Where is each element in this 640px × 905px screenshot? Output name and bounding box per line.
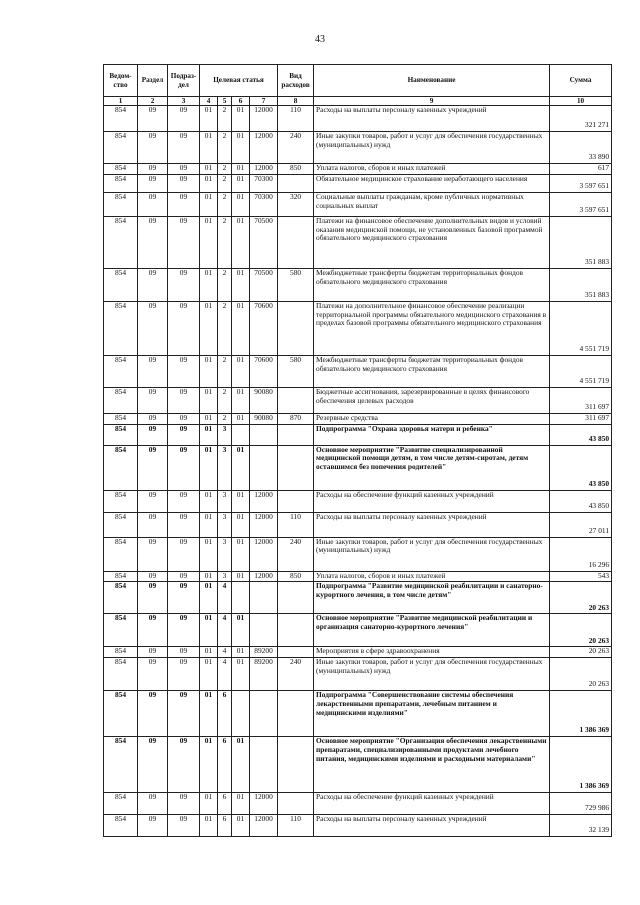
header-celevaya-statya: Целевая статья (200, 65, 278, 97)
sum-cell: 43 850 (550, 490, 612, 512)
sum-cell: 543 (550, 571, 612, 582)
cs-subprogram-cell: 4 (218, 582, 232, 614)
cs-direction-cell: 70300 (250, 192, 278, 216)
cs-direction-cell: 70500 (250, 216, 278, 268)
cs-program-cell: 01 (200, 571, 218, 582)
podrazdel-cell: 09 (168, 793, 200, 815)
table-row (104, 216, 612, 268)
sum-cell: 20 263 (550, 647, 612, 658)
cs-subprogram-cell: 2 (218, 413, 232, 424)
table-row (104, 571, 612, 582)
cs-direction-cell: 12000 (250, 512, 278, 537)
sum-cell: 351 883 (550, 268, 612, 301)
cs-program-cell: 01 (200, 174, 218, 192)
vid-cell (278, 301, 314, 355)
table-row (104, 424, 612, 445)
cs-direction-cell: 70300 (250, 174, 278, 192)
table-row (104, 387, 612, 413)
table-row (104, 268, 612, 301)
sum-cell: 1 386 369 (550, 691, 612, 737)
name-cell: Резервные средства (314, 413, 550, 424)
cs-program-cell: 01 (200, 268, 218, 301)
ved-cell: 854 (104, 164, 138, 175)
cs-event-cell: 01 (232, 164, 250, 175)
cs-direction-cell: 12000 (250, 571, 278, 582)
sum-cell: 3 597 651 (550, 192, 612, 216)
name-cell: Расходы на выплаты персоналу казенных учреждений (314, 106, 550, 132)
column-number: 7 (250, 97, 278, 106)
ved-cell: 854 (104, 647, 138, 658)
cs-subprogram-cell: 4 (218, 614, 232, 647)
razdel-cell: 09 (138, 216, 168, 268)
razdel-cell: 09 (138, 490, 168, 512)
podrazdel-cell: 09 (168, 268, 200, 301)
sum-cell: 32 139 (550, 815, 612, 837)
cs-subprogram-cell: 6 (218, 691, 232, 737)
cs-direction-cell: 70600 (250, 355, 278, 387)
razdel-cell: 09 (138, 132, 168, 164)
ved-cell: 854 (104, 387, 138, 413)
cs-subprogram-cell: 2 (218, 192, 232, 216)
cs-program-cell: 01 (200, 301, 218, 355)
table-row (104, 647, 612, 658)
name-cell: Расходы на обеспечение функций казенных учреждений (314, 793, 550, 815)
vid-cell: 240 (278, 537, 314, 571)
sum-cell: 33 890 (550, 132, 612, 164)
cs-program-cell: 01 (200, 192, 218, 216)
cs-program-cell: 01 (200, 355, 218, 387)
name-cell: Основное мероприятие "Организация обеспечения лекарственными препаратами, специализированными продуктами лечебного питания, медицинскими изделиями и расходными материалами" (314, 737, 550, 793)
cs-event-cell: 01 (232, 815, 250, 837)
table-row (104, 512, 612, 537)
sum-cell: 43 850 (550, 445, 612, 490)
sum-cell: 43 850 (550, 424, 612, 445)
cs-subprogram-cell: 3 (218, 571, 232, 582)
sum-cell: 4 551 719 (550, 355, 612, 387)
sum-cell: 27 011 (550, 512, 612, 537)
vid-cell (278, 424, 314, 445)
cs-program-cell: 01 (200, 132, 218, 164)
column-number: 3 (168, 97, 200, 106)
cs-subprogram-cell: 6 (218, 815, 232, 837)
ved-cell: 854 (104, 691, 138, 737)
cs-event-cell: 01 (232, 647, 250, 658)
name-cell: Межбюджетные трансферты бюджетам территориальных фондов обязательного медицинского страхования (314, 355, 550, 387)
table-row (104, 132, 612, 164)
header-razdel: Раздел (138, 65, 168, 97)
razdel-cell: 09 (138, 445, 168, 490)
vid-cell (278, 614, 314, 647)
cs-program-cell: 01 (200, 582, 218, 614)
cs-event-cell: 01 (232, 793, 250, 815)
podrazdel-cell: 09 (168, 424, 200, 445)
podrazdel-cell: 09 (168, 174, 200, 192)
table-row (104, 691, 612, 737)
podrazdel-cell: 09 (168, 691, 200, 737)
name-cell: Уплата налогов, сборов и иных платежей (314, 164, 550, 175)
header-vid-rashodov: Вид расходов (278, 65, 314, 97)
podrazdel-cell: 09 (168, 815, 200, 837)
razdel-cell: 09 (138, 815, 168, 837)
cs-subprogram-cell: 4 (218, 658, 232, 691)
table-row (104, 815, 612, 837)
ved-cell: 854 (104, 174, 138, 192)
cs-event-cell: 01 (232, 387, 250, 413)
table-row (104, 106, 612, 132)
cs-direction-cell: 70500 (250, 268, 278, 301)
column-number: 2 (138, 97, 168, 106)
vid-cell: 240 (278, 658, 314, 691)
cs-program-cell: 01 (200, 691, 218, 737)
ved-cell: 854 (104, 582, 138, 614)
page-number: 43 (315, 34, 325, 45)
name-cell: Подпрограмма "Охрана здоровья матери и ребенка" (314, 424, 550, 445)
cs-direction-cell: 89200 (250, 658, 278, 691)
table-row (104, 614, 612, 647)
ved-cell: 854 (104, 268, 138, 301)
header-naimenovanie: Наименование (314, 65, 550, 97)
name-cell: Расходы на обеспечение функций казенных учреждений (314, 490, 550, 512)
cs-event-cell (232, 691, 250, 737)
cs-event-cell: 01 (232, 355, 250, 387)
vid-cell (278, 490, 314, 512)
razdel-cell: 09 (138, 387, 168, 413)
vid-cell: 580 (278, 355, 314, 387)
budget-table (103, 64, 612, 837)
razdel-cell: 09 (138, 355, 168, 387)
cs-subprogram-cell: 3 (218, 424, 232, 445)
cs-subprogram-cell: 2 (218, 106, 232, 132)
sum-cell: 1 386 369 (550, 737, 612, 793)
cs-subprogram-cell: 2 (218, 174, 232, 192)
sum-cell: 20 263 (550, 658, 612, 691)
vid-cell (278, 647, 314, 658)
ved-cell: 854 (104, 106, 138, 132)
podrazdel-cell: 09 (168, 737, 200, 793)
name-cell: Основное мероприятие "Развитие медицинской реабилитации и организация санаторно-курортного лечения" (314, 614, 550, 647)
cs-event-cell: 01 (232, 490, 250, 512)
cs-program-cell: 01 (200, 647, 218, 658)
podrazdel-cell: 09 (168, 445, 200, 490)
table-row (104, 355, 612, 387)
cs-direction-cell: 12000 (250, 793, 278, 815)
podrazdel-cell: 09 (168, 614, 200, 647)
cs-subprogram-cell: 3 (218, 490, 232, 512)
cs-program-cell: 01 (200, 512, 218, 537)
podrazdel-cell: 09 (168, 387, 200, 413)
cs-direction-cell (250, 737, 278, 793)
name-cell: Уплата налогов, сборов и иных платежей (314, 571, 550, 582)
vid-cell (278, 445, 314, 490)
razdel-cell: 09 (138, 737, 168, 793)
header-vedomstvo: Ведом-ство (104, 65, 138, 97)
vid-cell (278, 582, 314, 614)
name-cell: Социальные выплаты гражданам, кроме публичных нормативных социальных выплат (314, 192, 550, 216)
vid-cell: 850 (278, 571, 314, 582)
razdel-cell: 09 (138, 106, 168, 132)
ved-cell: 854 (104, 537, 138, 571)
razdel-cell: 09 (138, 301, 168, 355)
razdel-cell: 09 (138, 413, 168, 424)
cs-subprogram-cell: 3 (218, 445, 232, 490)
cs-subprogram-cell: 2 (218, 268, 232, 301)
cs-subprogram-cell: 3 (218, 537, 232, 571)
podrazdel-cell: 09 (168, 658, 200, 691)
vid-cell: 110 (278, 106, 314, 132)
ved-cell: 854 (104, 192, 138, 216)
name-cell: Основное мероприятие "Развитие специализированной медицинской помощи детям, в том числе детям-сиротам, детям оставшимся без попечения родителей" (314, 445, 550, 490)
cs-subprogram-cell: 6 (218, 737, 232, 793)
razdel-cell: 09 (138, 571, 168, 582)
cs-event-cell: 01 (232, 106, 250, 132)
cs-subprogram-cell: 2 (218, 132, 232, 164)
table-row (104, 192, 612, 216)
ved-cell: 854 (104, 614, 138, 647)
ved-cell: 854 (104, 355, 138, 387)
name-cell: Бюджетные ассигнования, зарезервированные в целях финансового обеспечения целевых расходов (314, 387, 550, 413)
name-cell: Подпрограмма "Совершенствование системы обеспечения лекарственными препаратами, лечебным питанием и медицинскими изделиями" (314, 691, 550, 737)
column-number: 4 (200, 97, 218, 106)
cs-program-cell: 01 (200, 164, 218, 175)
cs-program-cell: 01 (200, 216, 218, 268)
vid-cell (278, 737, 314, 793)
ved-cell: 854 (104, 424, 138, 445)
cs-program-cell: 01 (200, 793, 218, 815)
vid-cell: 240 (278, 132, 314, 164)
podrazdel-cell: 09 (168, 490, 200, 512)
cs-event-cell: 01 (232, 192, 250, 216)
cs-direction-cell (250, 445, 278, 490)
sum-cell: 3 597 651 (550, 174, 612, 192)
cs-direction-cell: 12000 (250, 815, 278, 837)
cs-direction-cell: 70600 (250, 301, 278, 355)
razdel-cell: 09 (138, 268, 168, 301)
name-cell: Иные закупки товаров, работ и услуг для обеспечения государственных (муниципальных) нужд (314, 537, 550, 571)
table-row (104, 413, 612, 424)
header-podrazdel: Подраз-дел (168, 65, 200, 97)
vid-cell (278, 793, 314, 815)
sum-cell: 729 986 (550, 793, 612, 815)
podrazdel-cell: 09 (168, 192, 200, 216)
table-row (104, 174, 612, 192)
razdel-cell: 09 (138, 658, 168, 691)
table-row (104, 537, 612, 571)
cs-direction-cell: 89200 (250, 647, 278, 658)
table-row (104, 582, 612, 614)
column-number: 9 (314, 97, 550, 106)
ved-cell: 854 (104, 490, 138, 512)
column-number: 6 (232, 97, 250, 106)
vid-cell (278, 691, 314, 737)
vid-cell: 110 (278, 815, 314, 837)
cs-direction-cell (250, 424, 278, 445)
cs-program-cell: 01 (200, 445, 218, 490)
cs-event-cell: 01 (232, 737, 250, 793)
cs-event-cell: 01 (232, 301, 250, 355)
column-number: 8 (278, 97, 314, 106)
ved-cell: 854 (104, 658, 138, 691)
cs-event-cell (232, 424, 250, 445)
cs-program-cell: 01 (200, 424, 218, 445)
sum-cell: 16 296 (550, 537, 612, 571)
ved-cell: 854 (104, 413, 138, 424)
razdel-cell: 09 (138, 174, 168, 192)
ved-cell: 854 (104, 216, 138, 268)
cs-program-cell: 01 (200, 490, 218, 512)
vid-cell: 870 (278, 413, 314, 424)
cs-event-cell: 01 (232, 658, 250, 691)
cs-program-cell: 01 (200, 614, 218, 647)
table-row (104, 445, 612, 490)
vid-cell (278, 216, 314, 268)
name-cell: Подпрограмма "Развитие медицинской реабилитации и санаторно-курортного лечения, в том числе детям" (314, 582, 550, 614)
ved-cell: 854 (104, 132, 138, 164)
podrazdel-cell: 09 (168, 647, 200, 658)
ved-cell: 854 (104, 512, 138, 537)
cs-event-cell: 01 (232, 614, 250, 647)
column-number: 5 (218, 97, 232, 106)
cs-direction-cell: 12000 (250, 490, 278, 512)
cs-event-cell: 01 (232, 571, 250, 582)
cs-program-cell: 01 (200, 413, 218, 424)
cs-program-cell: 01 (200, 658, 218, 691)
name-cell: Расходы на выплаты персоналу казенных учреждений (314, 815, 550, 837)
razdel-cell: 09 (138, 424, 168, 445)
ved-cell: 854 (104, 815, 138, 837)
cs-event-cell: 01 (232, 132, 250, 164)
podrazdel-cell: 09 (168, 132, 200, 164)
table-row (104, 490, 612, 512)
podrazdel-cell: 09 (168, 164, 200, 175)
cs-subprogram-cell: 2 (218, 164, 232, 175)
cs-event-cell: 01 (232, 216, 250, 268)
cs-event-cell: 01 (232, 174, 250, 192)
name-cell: Иные закупки товаров, работ и услуг для обеспечения государственных (муниципальных) нужд (314, 658, 550, 691)
column-number: 10 (550, 97, 612, 106)
name-cell: Мероприятия в сфере здравоохранения (314, 647, 550, 658)
cs-subprogram-cell: 2 (218, 301, 232, 355)
cs-direction-cell: 90080 (250, 413, 278, 424)
podrazdel-cell: 09 (168, 216, 200, 268)
sum-cell: 20 263 (550, 582, 612, 614)
name-cell: Платежи на дополнительное финансовое обеспечение реализации территориальной программы обязательного медицинского страхования в пределах базовой программы обязательного медицинского страхования (314, 301, 550, 355)
cs-program-cell: 01 (200, 387, 218, 413)
cs-program-cell: 01 (200, 537, 218, 571)
cs-direction-cell (250, 691, 278, 737)
ved-cell: 854 (104, 793, 138, 815)
name-cell: Расходы на выплаты персоналу казенных учреждений (314, 512, 550, 537)
cs-subprogram-cell: 6 (218, 793, 232, 815)
vid-cell (278, 174, 314, 192)
podrazdel-cell: 09 (168, 571, 200, 582)
table-row (104, 793, 612, 815)
table-row (104, 658, 612, 691)
ved-cell: 854 (104, 301, 138, 355)
header-summa: Сумма (550, 65, 612, 97)
table-body (104, 106, 612, 837)
sum-cell: 321 271 (550, 106, 612, 132)
razdel-cell: 09 (138, 537, 168, 571)
vid-cell (278, 387, 314, 413)
podrazdel-cell: 09 (168, 582, 200, 614)
cs-direction-cell: 90080 (250, 387, 278, 413)
vid-cell: 110 (278, 512, 314, 537)
ved-cell: 854 (104, 737, 138, 793)
cs-subprogram-cell: 2 (218, 216, 232, 268)
cs-subprogram-cell: 3 (218, 512, 232, 537)
cs-program-cell: 01 (200, 106, 218, 132)
cs-direction-cell: 12000 (250, 537, 278, 571)
sum-cell: 311 697 (550, 413, 612, 424)
cs-direction-cell: 12000 (250, 164, 278, 175)
podrazdel-cell: 09 (168, 106, 200, 132)
cs-program-cell: 01 (200, 737, 218, 793)
cs-event-cell: 01 (232, 512, 250, 537)
razdel-cell: 09 (138, 582, 168, 614)
name-cell: Платежи на финансовое обеспечение дополнительных видов и условий оказания медицинской помощи, не установленных базовой программой обязательного медицинского страхования (314, 216, 550, 268)
name-cell: Обязательное медицинское страхование неработающего населения (314, 174, 550, 192)
razdel-cell: 09 (138, 691, 168, 737)
razdel-cell: 09 (138, 192, 168, 216)
razdel-cell: 09 (138, 614, 168, 647)
name-cell: Межбюджетные трансферты бюджетам территориальных фондов обязательного медицинского страхования (314, 268, 550, 301)
cs-event-cell: 01 (232, 537, 250, 571)
column-number: 1 (104, 97, 138, 106)
cs-event-cell (232, 582, 250, 614)
razdel-cell: 09 (138, 793, 168, 815)
ved-cell: 854 (104, 445, 138, 490)
table-row (104, 164, 612, 175)
name-cell: Иные закупки товаров, работ и услуг для обеспечения государственных (муниципальных) нужд (314, 132, 550, 164)
cs-event-cell: 01 (232, 445, 250, 490)
podrazdel-cell: 09 (168, 512, 200, 537)
vid-cell: 850 (278, 164, 314, 175)
cs-program-cell: 01 (200, 815, 218, 837)
cs-direction-cell: 12000 (250, 132, 278, 164)
cs-event-cell: 01 (232, 413, 250, 424)
cs-direction-cell (250, 582, 278, 614)
razdel-cell: 09 (138, 647, 168, 658)
cs-subprogram-cell: 2 (218, 355, 232, 387)
razdel-cell: 09 (138, 512, 168, 537)
razdel-cell: 09 (138, 164, 168, 175)
podrazdel-cell: 09 (168, 537, 200, 571)
cs-subprogram-cell: 2 (218, 387, 232, 413)
cs-direction-cell (250, 614, 278, 647)
cs-event-cell: 01 (232, 268, 250, 301)
ved-cell: 854 (104, 571, 138, 582)
table-row (104, 301, 612, 355)
cs-direction-cell: 12000 (250, 106, 278, 132)
table-row (104, 737, 612, 793)
podrazdel-cell: 09 (168, 355, 200, 387)
column-numbers-row (104, 97, 612, 106)
vid-cell: 580 (278, 268, 314, 301)
sum-cell: 311 697 (550, 387, 612, 413)
podrazdel-cell: 09 (168, 413, 200, 424)
cs-subprogram-cell: 4 (218, 647, 232, 658)
sum-cell: 4 551 719 (550, 301, 612, 355)
sum-cell: 351 883 (550, 216, 612, 268)
podrazdel-cell: 09 (168, 301, 200, 355)
vid-cell: 320 (278, 192, 314, 216)
sum-cell: 617 (550, 164, 612, 175)
sum-cell: 20 263 (550, 614, 612, 647)
